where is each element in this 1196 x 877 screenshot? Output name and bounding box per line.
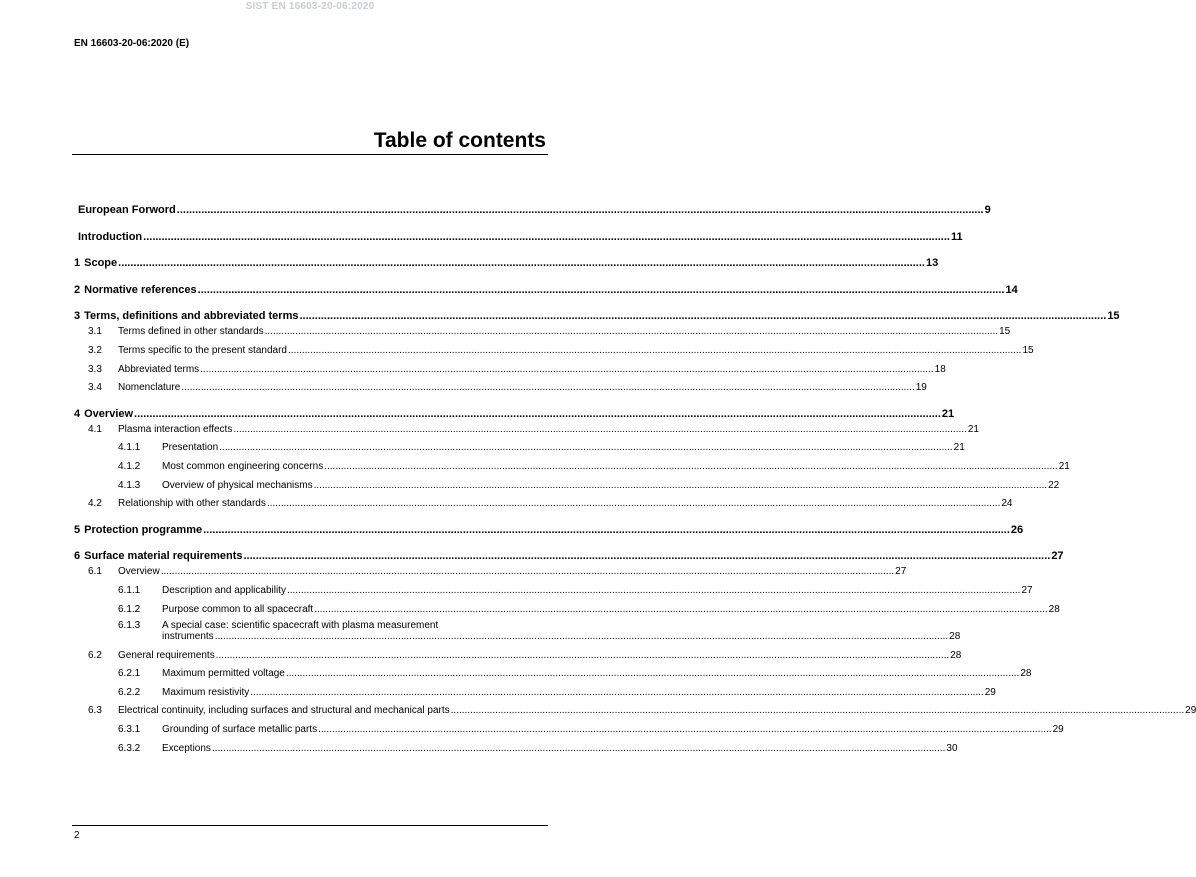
toc-entry-number: 6.1 — [88, 566, 102, 578]
toc-entry-page: 21 — [941, 407, 955, 420]
toc-entry[interactable] — [74, 343, 1034, 356]
toc-entry-number: 4.1 — [88, 423, 102, 435]
toc-entry-number: 3.4 — [88, 382, 102, 394]
toc-leader-dots — [318, 724, 1051, 735]
toc-entry-page: 27 — [895, 566, 907, 578]
document-id: EN 16603-20-06:2020 (E) — [74, 38, 190, 49]
table-of-contents — [74, 198, 1196, 754]
toc-entry[interactable] — [74, 620, 961, 643]
toc-entry-number: 6.3 — [88, 705, 102, 717]
toc-entry-number: 6.3.2 — [118, 742, 141, 754]
page-title: Table of contents — [373, 129, 546, 152]
toc-entry[interactable] — [74, 422, 979, 435]
toc-entry[interactable] — [74, 685, 996, 698]
toc-entry-page: 28 — [1020, 668, 1032, 680]
toc-entry-page: 11 — [950, 230, 963, 243]
toc-leader-dots — [314, 480, 1047, 491]
toc-leader-dots — [216, 650, 949, 661]
toc-entry-number: 2 — [74, 283, 81, 296]
toc-entry[interactable] — [74, 225, 963, 243]
toc-entry[interactable] — [74, 478, 1060, 491]
toc-entry-number: 6.3.1 — [118, 724, 141, 736]
footer-rule — [72, 825, 548, 826]
toc-leader-dots — [177, 204, 984, 216]
toc-entry-number: 4.2 — [88, 498, 102, 510]
toc-entry-page: 15 — [1022, 344, 1034, 356]
toc-entry-number: 6.1.1 — [118, 584, 141, 596]
toc-entry-number: 3.3 — [88, 363, 102, 375]
toc-entry-number: 6.2 — [88, 649, 102, 661]
toc-entry-label: Surface material requirements — [84, 550, 243, 563]
toc-entry-page: 30 — [946, 742, 958, 754]
toc-entry-label: Exceptions — [162, 742, 211, 754]
toc-entry-number: 4.1.2 — [118, 460, 141, 472]
toc-leader-dots — [250, 687, 983, 698]
toc-entry-number: 6.1.2 — [118, 603, 141, 615]
toc-entry-label: Terms defined in other standards — [118, 326, 264, 338]
toc-entry-label: Scope — [84, 257, 118, 270]
toc-entry[interactable] — [74, 722, 1064, 736]
toc-leader-dots — [314, 604, 1047, 615]
toc-entry[interactable] — [74, 703, 1196, 717]
toc-entry[interactable] — [74, 324, 1011, 338]
toc-entry-label: Most common engineering concerns — [162, 460, 324, 472]
toc-entry-label-continued: instruments — [162, 631, 214, 643]
toc-entry-number: 4.1.3 — [118, 479, 141, 491]
toc-entry-label: Grounding of surface metallic parts — [162, 724, 318, 736]
toc-leader-dots — [233, 424, 966, 435]
toc-entry-label: Relationship with other standards — [118, 498, 266, 510]
toc-entry-number: 3.1 — [88, 326, 102, 338]
toc-entry-label: Overview — [118, 566, 160, 578]
toc-entry-page: 27 — [1021, 584, 1033, 596]
toc-entry-page: 21 — [967, 423, 979, 435]
toc-leader-dots — [200, 364, 933, 375]
toc-entry[interactable] — [74, 459, 1070, 472]
toc-entry-label: Purpose common to all spacecraft — [162, 603, 314, 615]
toc-leader-dots — [198, 284, 1005, 296]
toc-entry-label: A special case: scientific spacecraft with plasma measurement — [162, 620, 439, 632]
toc-leader-dots — [324, 461, 1057, 472]
title-rule — [72, 154, 548, 155]
toc-entry-number: 4.1.1 — [118, 442, 141, 454]
toc-entry-number: 6.2.1 — [118, 668, 141, 680]
toc-entry[interactable] — [74, 251, 939, 270]
toc-entry[interactable] — [74, 518, 1024, 536]
toc-entry[interactable] — [74, 496, 1013, 510]
toc-leader-dots — [219, 442, 952, 453]
toc-entry-label: Introduction — [78, 230, 143, 243]
toc-leader-dots — [451, 705, 1184, 716]
toc-entry-label: Terms, definitions and abbreviated terms — [84, 310, 299, 323]
toc-entry-number: 5 — [74, 523, 81, 536]
toc-leader-dots — [299, 310, 1106, 322]
toc-entry-label: Protection programme — [84, 523, 203, 536]
toc-entry-page: 14 — [1005, 283, 1018, 296]
toc-leader-dots — [161, 566, 894, 577]
toc-entry-page: 13 — [925, 257, 939, 270]
toc-entry-number: 3.2 — [88, 344, 102, 356]
toc-entry[interactable] — [74, 666, 1032, 680]
toc-entry[interactable] — [74, 380, 927, 394]
toc-entry[interactable] — [74, 304, 1120, 323]
toc-entry-page: 21 — [953, 442, 965, 454]
toc-entry-label: Abbreviated terms — [118, 363, 200, 375]
toc-entry[interactable] — [74, 583, 1033, 596]
toc-leader-dots — [143, 231, 950, 243]
toc-entry-label: Maximum permitted voltage — [162, 668, 285, 680]
toc-entry-label: Nomenclature — [118, 382, 181, 394]
toc-leader-dots — [267, 498, 1000, 509]
toc-entry-label: European Forword — [78, 204, 176, 216]
toc-leader-dots — [265, 326, 998, 337]
watermark: SIST EN 16603-20-06:2020 — [245, 1, 375, 12]
toc-leader-dots — [286, 668, 1019, 679]
toc-entry-page: 28 — [949, 631, 961, 643]
toc-entry-page: 22 — [1048, 479, 1060, 491]
toc-entry[interactable] — [74, 602, 1060, 615]
toc-entry-page: 29 — [1052, 724, 1064, 736]
toc-entry-number: 4 — [74, 407, 81, 420]
toc-entry-label: Overview — [84, 407, 134, 420]
toc-entry-page: 9 — [984, 204, 991, 216]
toc-entry-label: Terms specific to the present standard — [118, 344, 287, 356]
toc-entry-page: 29 — [984, 686, 996, 698]
toc-entry-page: 27 — [1051, 550, 1064, 563]
toc-leader-dots — [181, 382, 914, 393]
toc-entry[interactable] — [74, 648, 962, 661]
toc-entry-label: Electrical continuity, including surfaces and structural and mechanical parts — [118, 705, 450, 717]
toc-entry[interactable] — [74, 362, 946, 375]
toc-leader-dots — [134, 408, 941, 420]
page-number: 2 — [74, 830, 80, 841]
toc-leader-dots — [288, 345, 1021, 356]
toc-entry[interactable] — [74, 278, 1018, 296]
toc-entry[interactable] — [74, 741, 958, 754]
toc-entry-page: 15 — [1107, 310, 1120, 323]
toc-entry-label: Plasma interaction effects — [118, 423, 233, 435]
toc-entry-page: 29 — [1185, 705, 1196, 717]
toc-entry-number: 6.1.3 — [118, 620, 141, 632]
toc-entry[interactable] — [74, 564, 907, 578]
toc-leader-dots — [215, 631, 948, 642]
toc-leader-dots — [287, 585, 1020, 596]
toc-entry-label: Normative references — [84, 283, 197, 296]
toc-entry-page: 24 — [1001, 498, 1013, 510]
toc-entry-label: Description and applicability — [162, 584, 286, 596]
toc-entry-page: 28 — [1048, 603, 1060, 615]
toc-entry-label: Overview of physical mechanisms — [162, 479, 313, 491]
toc-entry-page: 19 — [915, 382, 927, 394]
toc-entry-label: General requirements — [118, 649, 215, 661]
toc-entry-number: 6.2.2 — [118, 686, 141, 698]
toc-entry[interactable] — [74, 198, 991, 216]
toc-leader-dots — [212, 743, 945, 754]
toc-entry-page: 21 — [1058, 460, 1070, 472]
toc-entry-page: 26 — [1010, 523, 1024, 536]
toc-leader-dots — [118, 257, 925, 269]
toc-leader-dots — [243, 550, 1050, 562]
toc-entry[interactable] — [74, 402, 955, 420]
toc-entry-label: Presentation — [162, 442, 219, 454]
toc-entry-page: 15 — [999, 326, 1011, 338]
toc-entry-number: 1 — [74, 257, 81, 270]
toc-entry-label: Maximum resistivity — [162, 686, 250, 698]
toc-entry[interactable] — [74, 544, 1064, 563]
toc-leader-dots — [203, 524, 1010, 536]
toc-entry-number: 6 — [74, 550, 81, 563]
toc-entry-page: 28 — [950, 649, 962, 661]
toc-entry[interactable] — [74, 440, 965, 454]
toc-entry-page: 18 — [934, 363, 946, 375]
toc-entry-number: 3 — [74, 310, 81, 323]
